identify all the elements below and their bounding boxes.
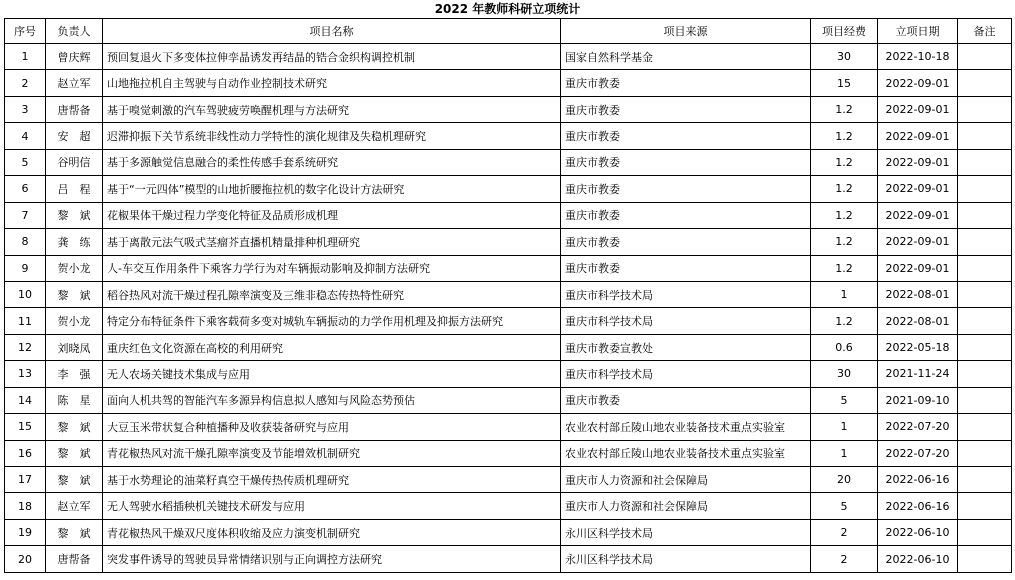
cell-funding[interactable]: 1.2 [811, 202, 878, 228]
cell-note[interactable] [958, 546, 1012, 572]
header-funding: 项目经费 [811, 19, 878, 44]
cell-funding[interactable]: 1.2 [811, 149, 878, 175]
cell-note[interactable] [958, 493, 1012, 519]
cell-project-name[interactable]: 突发事件诱导的驾驶员异常情绪识别与正向调控方法研究 [103, 546, 561, 572]
cell-project-source[interactable]: 重庆市科学技术局 [561, 308, 811, 334]
cell-index[interactable]: 13 [5, 361, 46, 387]
cell-note[interactable] [958, 96, 1012, 122]
cell-project-source[interactable]: 重庆市人力资源和社会保障局 [561, 467, 811, 493]
table-row [5, 149, 1012, 175]
cell-funding[interactable]: 0.6 [811, 334, 878, 360]
cell-note[interactable] [958, 361, 1012, 387]
cell-index[interactable]: 8 [5, 229, 46, 255]
cell-approval-date[interactable]: 2022-08-01 [878, 308, 958, 334]
table-row [5, 229, 1012, 255]
cell-project-source[interactable]: 重庆市教委 [561, 176, 811, 202]
cell-project-source[interactable]: 农业农村部丘陵山地农业装备技术重点实验室 [561, 414, 811, 440]
cell-index[interactable]: 14 [5, 387, 46, 413]
cell-project-source[interactable]: 重庆市教委 [561, 202, 811, 228]
cell-owner[interactable]: 黎 斌 [46, 281, 103, 307]
cell-index[interactable]: 10 [5, 281, 46, 307]
cell-index[interactable]: 11 [5, 308, 46, 334]
cell-approval-date[interactable]: 2022-09-01 [878, 70, 958, 96]
cell-owner[interactable]: 安 超 [46, 123, 103, 149]
cell-approval-date[interactable]: 2022-05-18 [878, 334, 958, 360]
cell-approval-date[interactable]: 2022-08-01 [878, 281, 958, 307]
cell-funding[interactable]: 1.2 [811, 176, 878, 202]
cell-funding[interactable]: 30 [811, 361, 878, 387]
cell-project-name[interactable]: 山地拖拉机自主驾驶与自动作业控制技术研究 [103, 70, 561, 96]
cell-project-source[interactable]: 重庆市教委 [561, 255, 811, 281]
cell-note[interactable] [958, 255, 1012, 281]
cell-note[interactable] [958, 176, 1012, 202]
cell-note[interactable] [958, 308, 1012, 334]
cell-note[interactable] [958, 440, 1012, 466]
cell-project-name[interactable]: 基于多源触觉信息融合的柔性传感手套系统研究 [103, 149, 561, 175]
cell-project-source[interactable]: 永川区科学技术局 [561, 519, 811, 545]
cell-approval-date[interactable]: 2022-06-10 [878, 519, 958, 545]
cell-owner[interactable]: 黎 斌 [46, 202, 103, 228]
table-row [5, 176, 1012, 202]
cell-funding[interactable]: 1.2 [811, 96, 878, 122]
cell-project-source[interactable]: 重庆市教委宣教处 [561, 334, 811, 360]
header-project-source: 项目来源 [561, 19, 811, 44]
cell-funding[interactable]: 5 [811, 387, 878, 413]
cell-funding[interactable]: 2 [811, 519, 878, 545]
cell-owner[interactable]: 黎 斌 [46, 414, 103, 440]
cell-project-source[interactable]: 重庆市教委 [561, 96, 811, 122]
cell-owner[interactable]: 唐帮备 [46, 96, 103, 122]
cell-owner[interactable]: 李 强 [46, 361, 103, 387]
cell-index[interactable]: 17 [5, 467, 46, 493]
cell-approval-date[interactable]: 2022-09-01 [878, 123, 958, 149]
cell-owner[interactable]: 赵立军 [46, 70, 103, 96]
cell-note[interactable] [958, 467, 1012, 493]
cell-funding[interactable]: 1.2 [811, 229, 878, 255]
table-row [5, 96, 1012, 122]
cell-approval-date[interactable]: 2022-06-10 [878, 546, 958, 572]
cell-approval-date[interactable]: 2022-09-01 [878, 176, 958, 202]
cell-note[interactable] [958, 44, 1012, 70]
cell-project-name[interactable]: 青花椒热风干燥双尺度体积收缩及应力演变机制研究 [103, 519, 561, 545]
table-row [5, 70, 1012, 96]
cell-owner[interactable]: 唐帮备 [46, 546, 103, 572]
cell-project-source[interactable]: 农业农村部丘陵山地农业装备技术重点实验室 [561, 440, 811, 466]
cell-approval-date[interactable]: 2022-09-01 [878, 229, 958, 255]
cell-project-name[interactable]: 迟滞抑振下关节系统非线性动力学特性的演化规律及失稳机理研究 [103, 123, 561, 149]
cell-owner[interactable]: 曾庆辉 [46, 44, 103, 70]
cell-owner[interactable]: 龚 练 [46, 229, 103, 255]
table-row [5, 440, 1012, 466]
cell-owner[interactable]: 贺小龙 [46, 255, 103, 281]
cell-note[interactable] [958, 414, 1012, 440]
table-row [5, 387, 1012, 413]
table-row [5, 202, 1012, 228]
table-row [5, 467, 1012, 493]
cell-funding[interactable]: 1 [811, 414, 878, 440]
cell-index[interactable]: 3 [5, 96, 46, 122]
cell-project-name[interactable]: 基于嗅觉刺激的汽车驾驶疲劳唤醒机理与方法研究 [103, 96, 561, 122]
cell-project-name[interactable]: 基于“一元四体”模型的山地折腰拖拉机的数字化设计方法研究 [103, 176, 561, 202]
cell-index[interactable]: 7 [5, 202, 46, 228]
sheet-title: 2022 年教师科研立项统计 [434, 2, 581, 16]
cell-project-name[interactable]: 特定分布特征条件下乘客载荷多变对城轨车辆振动的力学作用机理及抑振方法研究 [103, 308, 561, 334]
cell-project-source[interactable]: 重庆市教委 [561, 149, 811, 175]
table-row [5, 308, 1012, 334]
table-row [5, 281, 1012, 307]
cell-note[interactable] [958, 70, 1012, 96]
cell-funding[interactable]: 5 [811, 493, 878, 519]
cell-project-name[interactable]: 无人驾驶水稻插秧机关键技术研发与应用 [103, 493, 561, 519]
header-note: 备注 [958, 19, 1012, 44]
cell-note[interactable] [958, 229, 1012, 255]
cell-approval-date[interactable]: 2022-09-01 [878, 255, 958, 281]
table-row [5, 44, 1012, 70]
cell-note[interactable] [958, 202, 1012, 228]
cell-project-source[interactable]: 重庆市教委 [561, 70, 811, 96]
cell-index[interactable]: 4 [5, 123, 46, 149]
cell-index[interactable]: 1 [5, 44, 46, 70]
cell-index[interactable]: 19 [5, 519, 46, 545]
header-owner: 负责人 [46, 19, 103, 44]
table-row [5, 546, 1012, 572]
cell-project-name[interactable]: 基于离散元法气吸式茎瘤芥直播机精量排种机理研究 [103, 229, 561, 255]
cell-project-source[interactable]: 重庆市人力资源和社会保障局 [561, 493, 811, 519]
cell-funding[interactable]: 30 [811, 44, 878, 70]
cell-owner[interactable]: 黎 斌 [46, 467, 103, 493]
table-row [5, 123, 1012, 149]
cell-note[interactable] [958, 123, 1012, 149]
cell-index[interactable]: 16 [5, 440, 46, 466]
cell-approval-date[interactable]: 2022-09-01 [878, 96, 958, 122]
cell-note[interactable] [958, 519, 1012, 545]
header-index: 序号 [5, 19, 46, 44]
cell-project-name[interactable]: 无人农场关键技术集成与应用 [103, 361, 561, 387]
cell-note[interactable] [958, 281, 1012, 307]
cell-project-source[interactable]: 永川区科学技术局 [561, 546, 811, 572]
cell-project-source[interactable]: 国家自然科学基金 [561, 44, 811, 70]
cell-note[interactable] [958, 334, 1012, 360]
project-table [4, 18, 1012, 573]
cell-funding[interactable]: 15 [811, 70, 878, 96]
cell-index[interactable]: 15 [5, 414, 46, 440]
cell-owner[interactable]: 谷明信 [46, 149, 103, 175]
cell-funding[interactable]: 1 [811, 281, 878, 307]
cell-approval-date[interactable]: 2022-07-20 [878, 414, 958, 440]
cell-owner[interactable]: 陈 星 [46, 387, 103, 413]
cell-funding[interactable]: 1.2 [811, 255, 878, 281]
cell-project-source[interactable]: 重庆市教委 [561, 387, 811, 413]
cell-index[interactable]: 6 [5, 176, 46, 202]
cell-approval-date[interactable]: 2021-11-24 [878, 361, 958, 387]
header-row [5, 19, 1012, 44]
cell-approval-date[interactable]: 2021-09-10 [878, 387, 958, 413]
cell-note[interactable] [958, 149, 1012, 175]
cell-project-source[interactable]: 重庆市教委 [561, 229, 811, 255]
cell-owner[interactable]: 赵立军 [46, 493, 103, 519]
table-row [5, 361, 1012, 387]
cell-project-name[interactable]: 花椒果体干燥过程力学变化特征及品质形成机理 [103, 202, 561, 228]
cell-project-name[interactable]: 重庆红色文化资源在高校的利用研究 [103, 334, 561, 360]
cell-owner[interactable]: 刘晓凤 [46, 334, 103, 360]
cell-approval-date[interactable]: 2022-09-01 [878, 149, 958, 175]
cell-owner[interactable]: 贺小龙 [46, 308, 103, 334]
cell-approval-date[interactable]: 2022-10-18 [878, 44, 958, 70]
cell-approval-date[interactable]: 2022-07-20 [878, 440, 958, 466]
cell-project-name[interactable]: 预回复退火下多变体拉伸孪晶诱发再结晶的锆合金织构调控机制 [103, 44, 561, 70]
cell-approval-date[interactable]: 2022-06-16 [878, 467, 958, 493]
cell-approval-date[interactable]: 2022-06-16 [878, 493, 958, 519]
cell-project-name[interactable]: 人-车交互作用条件下乘客力学行为对车辆振动影响及抑制方法研究 [103, 255, 561, 281]
cell-project-name[interactable]: 稻谷热风对流干燥过程孔隙率演变及三维非稳态传热特性研究 [103, 281, 561, 307]
cell-funding[interactable]: 1.2 [811, 123, 878, 149]
table-row [5, 255, 1012, 281]
cell-approval-date[interactable]: 2022-09-01 [878, 202, 958, 228]
cell-index[interactable]: 12 [5, 334, 46, 360]
cell-index[interactable]: 18 [5, 493, 46, 519]
cell-project-name[interactable]: 大豆玉米带状复合种植播种及收获装备研究与应用 [103, 414, 561, 440]
table-body [5, 44, 1012, 573]
cell-index[interactable]: 2 [5, 70, 46, 96]
header-project-name: 项目名称 [103, 19, 561, 44]
cell-funding[interactable]: 1.2 [811, 308, 878, 334]
cell-project-name[interactable]: 青花椒热风对流干燥孔隙率演变及节能增效机制研究 [103, 440, 561, 466]
cell-project-name[interactable]: 面向人机共驾的智能汽车多源异构信息拟人感知与风险态势预估 [103, 387, 561, 413]
cell-project-source[interactable]: 重庆市教委 [561, 123, 811, 149]
table-row [5, 334, 1012, 360]
cell-funding[interactable]: 2 [811, 546, 878, 572]
cell-index[interactable]: 20 [5, 546, 46, 572]
cell-note[interactable] [958, 387, 1012, 413]
cell-index[interactable]: 9 [5, 255, 46, 281]
table-row [5, 519, 1012, 545]
cell-index[interactable]: 5 [5, 149, 46, 175]
cell-funding[interactable]: 20 [811, 467, 878, 493]
table-row [5, 414, 1012, 440]
cell-project-source[interactable]: 重庆市科学技术局 [561, 281, 811, 307]
cell-project-source[interactable]: 重庆市科学技术局 [561, 361, 811, 387]
cell-project-name[interactable]: 基于水势理论的油菜籽真空干燥传热传质机理研究 [103, 467, 561, 493]
cell-owner[interactable]: 黎 斌 [46, 519, 103, 545]
table-row [5, 493, 1012, 519]
cell-owner[interactable]: 黎 斌 [46, 440, 103, 466]
cell-owner[interactable]: 吕 程 [46, 176, 103, 202]
cell-funding[interactable]: 1 [811, 440, 878, 466]
header-approval-date: 立项日期 [878, 19, 958, 44]
